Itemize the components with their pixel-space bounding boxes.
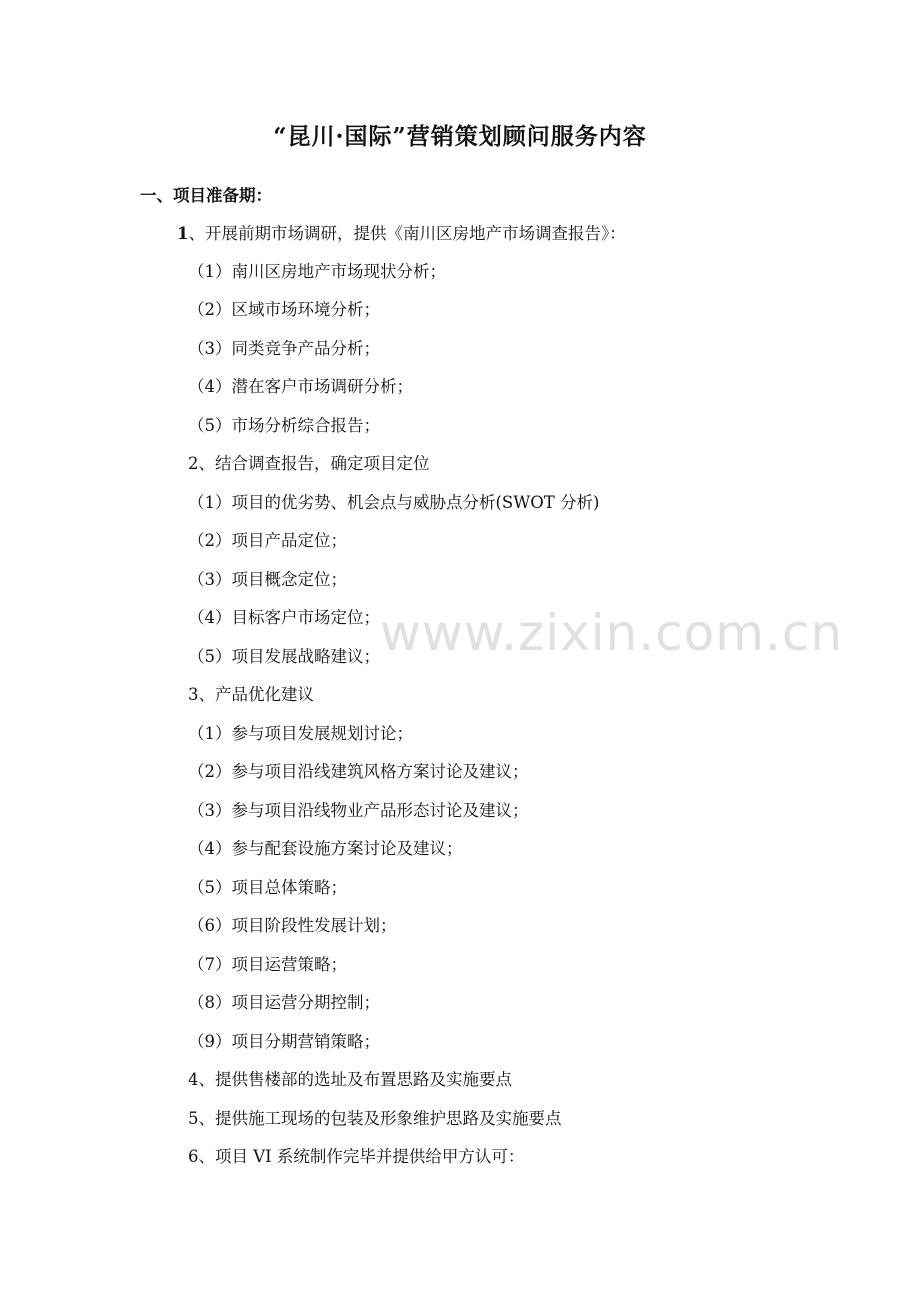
sub-item: （1）项目的优劣势、机会点与威胁点分析(SWOT 分析): [188, 493, 600, 512]
sub-item: （2）参与项目沿线建筑风格方案讨论及建议；: [188, 762, 529, 781]
list-item-6: 6、项目 VI 系统制作完毕并提供给甲方认可：: [188, 1147, 525, 1166]
sub-item: （1）参与项目发展规划讨论；: [188, 724, 413, 743]
sub-item: （3）同类竞争产品分析；: [188, 339, 380, 358]
sub-item: （4）参与配套设施方案讨论及建议；: [188, 839, 463, 858]
document-title: “昆川·国际”营销策划顾问服务内容: [273, 123, 647, 150]
sub-item: （8）项目运营分期控制；: [188, 993, 380, 1012]
sub-item: （3）项目概念定位；: [188, 570, 347, 589]
list-item-1: [177, 224, 626, 244]
watermark: www.zixin.com.cn: [380, 604, 844, 662]
list-item-4: 4、提供售楼部的选址及布置思路及实施要点: [188, 1070, 512, 1089]
section-heading-preparation: 一、项目准备期：: [140, 186, 272, 205]
list-item-number: 1: [177, 224, 189, 243]
sub-item: （5）项目发展战略建议；: [188, 647, 380, 666]
list-item-3: 3、产品优化建议: [188, 685, 314, 704]
list-item-5: 5、提供施工现场的包装及形象维护思路及实施要点: [188, 1109, 562, 1128]
sub-item: （3）参与项目沿线物业产品形态讨论及建议；: [188, 801, 529, 820]
sub-item: （5）项目总体策略；: [188, 878, 347, 897]
sub-item: （2）区域市场环境分析；: [188, 300, 380, 319]
sub-item: （1）南川区房地产市场现状分析；: [188, 262, 446, 281]
sub-item: （2）项目产品定位；: [188, 531, 347, 550]
list-item-text: 、开展前期市场调研，提供《南川区房地产市场调查报告》：: [188, 224, 626, 243]
sub-item: （4）目标客户市场定位；: [188, 608, 380, 627]
sub-item: （9）项目分期营销策略；: [188, 1032, 380, 1051]
sub-item: （5）市场分析综合报告；: [188, 416, 380, 435]
sub-item: （4）潜在客户市场调研分析；: [188, 377, 413, 396]
list-item-2: 2、结合调查报告，确定项目定位: [188, 454, 430, 473]
sub-item: （6）项目阶段性发展计划；: [188, 916, 397, 935]
sub-item: （7）项目运营策略；: [188, 955, 347, 974]
